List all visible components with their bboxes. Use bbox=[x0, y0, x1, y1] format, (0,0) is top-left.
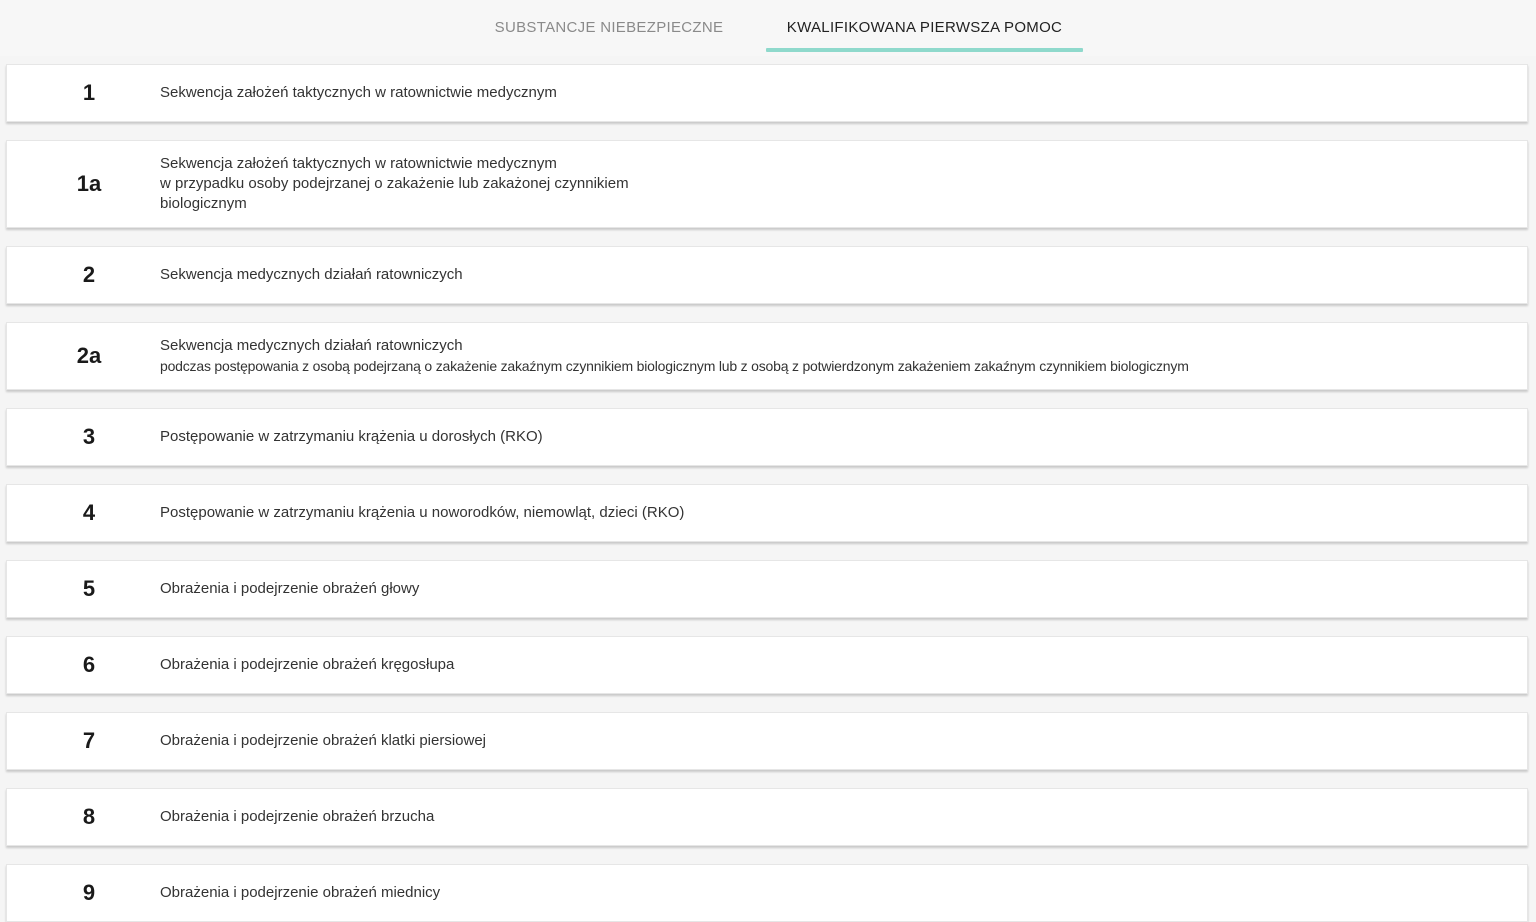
item-title bbox=[160, 141, 1507, 227]
item-number: 4 bbox=[82, 500, 96, 525]
list-item[interactable] bbox=[6, 64, 1528, 122]
item-title-line: Postępowanie w zatrzymaniu krążenia u noworodków, niemowląt, dzieci (RKO) bbox=[160, 504, 685, 521]
item-title-line: Postępowanie w zatrzymaniu krążenia u dorosłych (RKO) bbox=[160, 428, 543, 445]
item-title bbox=[160, 247, 1507, 303]
item-title-line: biologicznym bbox=[160, 195, 247, 212]
list-item[interactable] bbox=[6, 484, 1528, 542]
item-number: 2a bbox=[76, 343, 102, 368]
list-item[interactable] bbox=[6, 864, 1528, 922]
list-item[interactable] bbox=[6, 788, 1528, 846]
item-title bbox=[160, 637, 1507, 693]
tab-kwalifikowana-pierwsza-pomoc[interactable]: KWALIFIKOWANA PIERWSZA POMOC bbox=[786, 18, 1063, 36]
item-number: 3 bbox=[82, 424, 96, 449]
item-title bbox=[160, 561, 1507, 617]
item-title-line: Obrażenia i podejrzenie obrażeń miednicy bbox=[160, 884, 441, 901]
item-title-line: w przypadku osoby podejrzanej o zakażenie lub zakażonej czynnikiem bbox=[160, 175, 629, 192]
list-item[interactable] bbox=[6, 140, 1528, 228]
item-title-line: Obrażenia i podejrzenie obrażeń brzucha bbox=[160, 808, 435, 825]
item-number: 5 bbox=[82, 576, 96, 601]
item-title-line: Sekwencja założeń taktycznych w ratownictwie medycznym bbox=[160, 84, 557, 101]
item-title bbox=[160, 485, 1507, 541]
tab-substancje-niebezpieczne[interactable]: SUBSTANCJE NIEBEZPIECZNE bbox=[494, 18, 724, 36]
item-title bbox=[160, 65, 1507, 121]
item-number: 2 bbox=[82, 262, 96, 287]
item-title-line: Obrażenia i podejrzenie obrażeń klatki piersiowej bbox=[160, 732, 487, 749]
item-number: 6 bbox=[82, 652, 96, 677]
item-title-line: Obrażenia i podejrzenie obrażeń kręgosłupa bbox=[160, 656, 455, 673]
item-title-line: podczas postępowania z osobą podejrzaną o zakażenie zakaźnym czynnikiem biologicznym lub z osobą z potwierdzonym zakażeniem zakaźnym czynnikiem biologicznym bbox=[160, 358, 1189, 374]
item-title bbox=[160, 865, 1507, 921]
list-item[interactable] bbox=[6, 408, 1528, 466]
item-title bbox=[160, 409, 1507, 465]
item-number: 7 bbox=[82, 728, 96, 753]
item-title-line: Sekwencja medycznych działań ratowniczych bbox=[160, 337, 463, 354]
list-item[interactable] bbox=[6, 322, 1528, 390]
item-title bbox=[160, 789, 1507, 845]
item-title-line: Sekwencja założeń taktycznych w ratownictwie medycznym bbox=[160, 155, 557, 172]
item-number: 1 bbox=[82, 80, 96, 105]
active-tab-indicator bbox=[766, 48, 1083, 52]
list-item[interactable] bbox=[6, 246, 1528, 304]
item-title-line: Sekwencja medycznych działań ratowniczych bbox=[160, 266, 463, 283]
tab-bar bbox=[0, 0, 1536, 56]
item-title-line: Obrażenia i podejrzenie obrażeń głowy bbox=[160, 580, 420, 597]
list-item[interactable] bbox=[6, 636, 1528, 694]
list-item[interactable] bbox=[6, 712, 1528, 770]
item-title bbox=[160, 713, 1507, 769]
item-number: 9 bbox=[82, 880, 96, 905]
item-number: 8 bbox=[82, 804, 96, 829]
list-item[interactable] bbox=[6, 560, 1528, 618]
item-number: 1a bbox=[76, 171, 102, 196]
item-title bbox=[160, 323, 1507, 389]
